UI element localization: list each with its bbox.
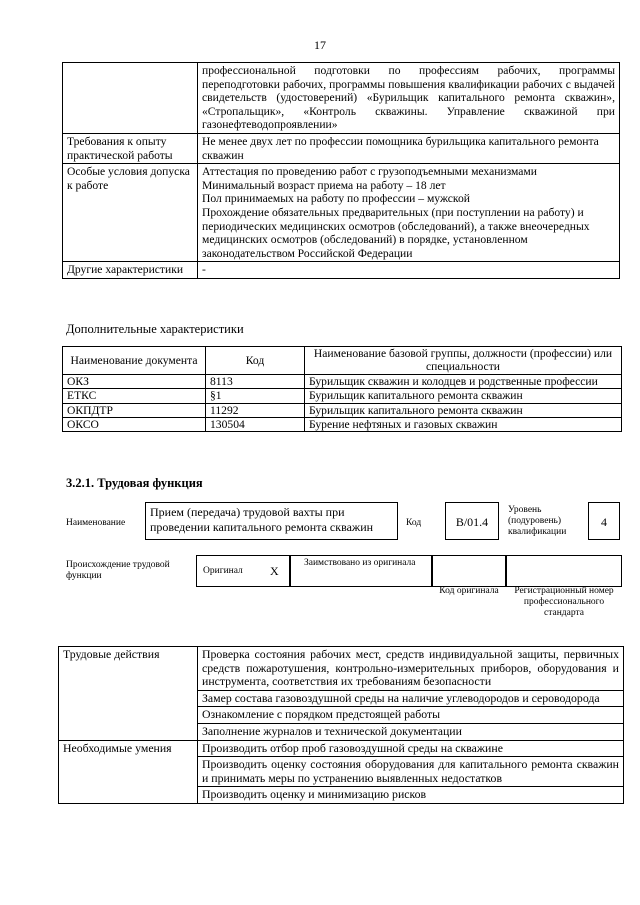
level-label: Уровень (подуровень) квалификации [508,505,567,537]
level-value: 4 [588,502,620,540]
skill-item: Производить оценку и минимизацию рисков [198,787,624,804]
table-row [63,418,622,432]
row-text [198,164,620,262]
table-row [63,133,620,163]
table-row [63,403,622,417]
table-row [63,389,622,403]
condition-line: Аттестация по проведению работ с грузоподъемными механизмами [202,165,537,179]
table-row [59,647,624,691]
condition-line: Минимальный возраст приема на работу – 18 лет [202,178,446,192]
function-code: В/01.4 [445,502,499,540]
skill-item: Производить отбор проб газовоздушной среды на скважине [198,740,624,757]
additional-title: Дополнительные характеристики [66,322,244,336]
header-row [63,347,622,375]
page-number: 17 [314,38,326,52]
action-item: Проверка состояния рабочих мест, средств индивидуальной защиты, первичных средств пожаротушения, контрольно-измерительных приборов, оборудования и инструмента, соответствия их требованиям безопасности [198,647,624,691]
function-heading: 3.2.1. Трудовая функция [66,476,203,490]
original-label: Оригинал [203,566,243,576]
cell-doc: ЕТКС [63,389,206,403]
action-item: Замер состава газовоздушной среды на наличие углеводородов и сероводорода [198,690,624,707]
row-label: Особые условия допуска к работе [63,164,198,262]
table-row [63,374,622,388]
col-header-code: Код [206,347,305,375]
condition-line: Прохождение обязательных предварительных (при поступлении на работу) и периодических медицинских осмотров (обследований), а также внеочередных медицинских осмотров (обследований) в порядке, установленном законодательством Российской Федерации [202,205,590,260]
actions-label: Трудовые действия [59,647,198,741]
condition-line: Пол принимаемых на работу по профессии – мужской [202,192,470,206]
col-header-document: Наименование документа [63,347,206,375]
cell-doc: ОКПДТР [63,403,206,417]
name-label: Наименование [66,518,126,528]
origin-label: Происхождение трудовой функции [66,560,170,581]
cell-doc: ОКСО [63,418,206,432]
code-original-box [432,555,506,587]
row-text: Не менее двух лет по профессии помощника бурильщика капитального ремонта скважин [198,133,620,163]
row-text: профессиональной подготовки по профессиям рабочих, программы переподготовки рабочих, программы повышения квалификации рабочих с выдачей свидетельств (удостоверений) «Бурильщик капитального ремонта скважин», «Стропальщик», «Контроль скважины. Управление скважиной при газонефтеводопроявлении» [198,63,620,134]
table-row [63,164,620,262]
cell-code: §1 [206,389,305,403]
skills-label: Необходимые умения [59,740,198,803]
row-label [63,63,198,134]
row-label: Требования к опыту практической работы [63,133,198,163]
cell-name: Бурильщик капитального ремонта скважин [305,389,622,403]
table-row [63,262,620,279]
row-label: Другие характеристики [63,262,198,279]
row-text: - [198,262,620,279]
cell-code: 11292 [206,403,305,417]
col-header-name: Наименование базовой группы, должности (профессии) или специальности [305,347,622,375]
reg-number-label: Регистрационный номер профессионального стандарта [514,586,614,618]
cell-name: Бурение нефтяных и газовых скважин [305,418,622,432]
table-row [59,740,624,757]
skill-item: Производить оценку состояния оборудования для капитального ремонта скважин и принимать меры по устранению выявленных недостатков [198,757,624,787]
cell-doc: ОКЗ [63,374,206,388]
cell-code: 8113 [206,374,305,388]
borrowed-label: Заимствовано из оригинала [304,558,416,568]
additional-table [62,346,622,432]
cell-code: 130504 [206,418,305,432]
actions-table [58,646,624,804]
action-item: Заполнение журналов и технической документации [198,723,624,740]
original-mark: X [270,564,279,578]
table-row [63,63,620,134]
cell-name: Бурильщик скважин и колодцев и родственные профессии [305,374,622,388]
code-original-label: Код оригинала [439,586,499,596]
function-name: Прием (передача) трудовой вахты при проведении капитального ремонта скважин [145,502,398,540]
reg-number-box [506,555,622,587]
action-item: Ознакомление с порядком предстоящей работы [198,707,624,724]
code-label: Код [406,518,422,528]
requirements-table [62,62,620,279]
cell-name: Бурильщик капитального ремонта скважин [305,403,622,417]
